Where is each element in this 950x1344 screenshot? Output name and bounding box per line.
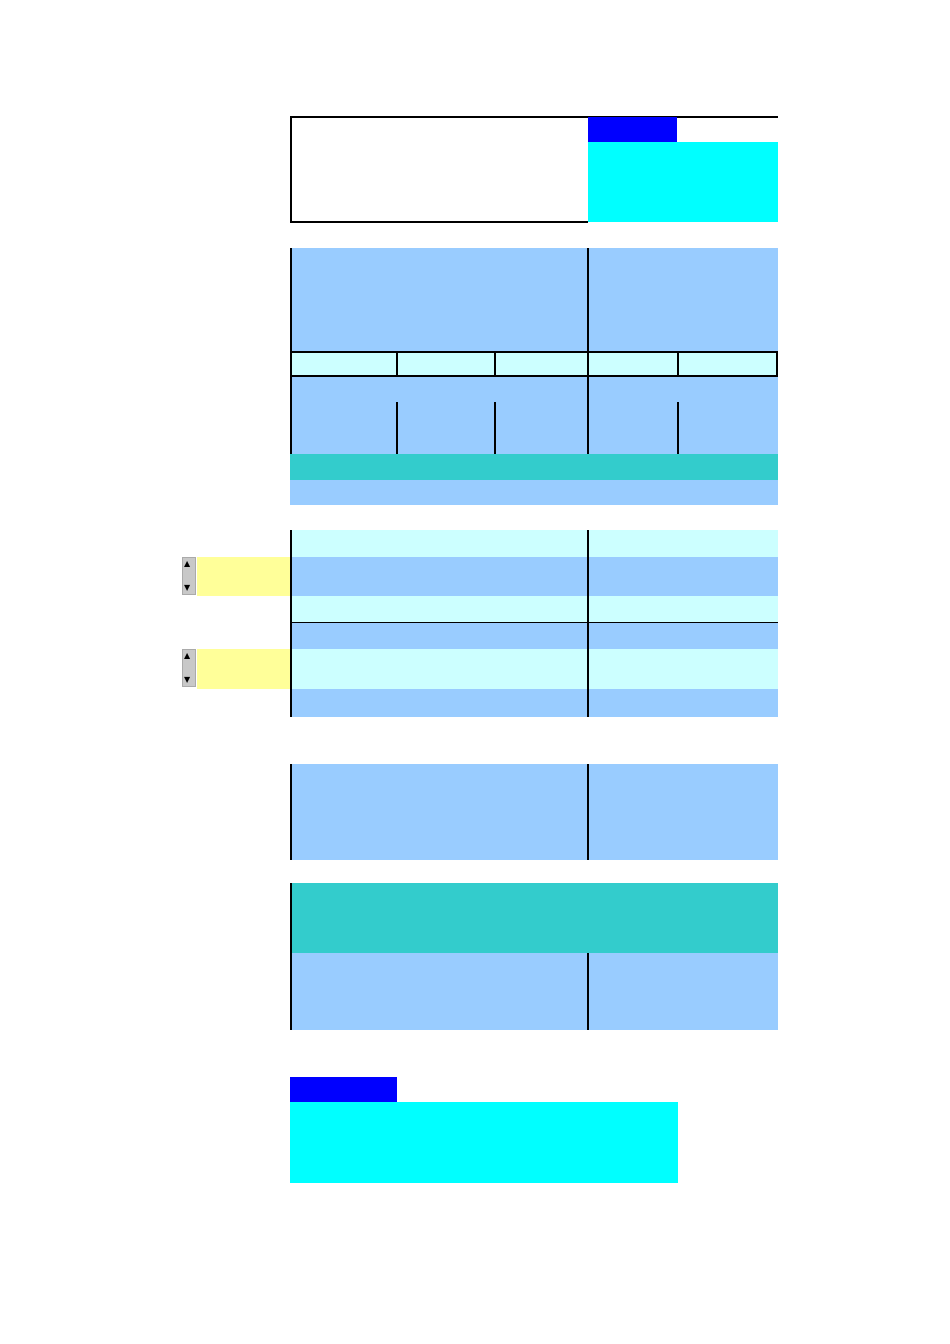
elasticity-box [290,351,778,377]
cut-count-bg [290,557,778,596]
col-separator [587,530,589,717]
network-teal-bg [290,883,778,953]
cut-spinner[interactable] [182,557,196,595]
top-table-border-top [290,116,778,118]
raise-spinner[interactable] [182,649,196,687]
col-separator [396,402,398,454]
col-separator [677,402,679,454]
raise-count-bg [290,649,778,689]
elasticity-sep [396,351,398,377]
col-separator [290,883,292,1030]
network-blue-bg [290,953,778,1030]
elasticity-sep [494,351,496,377]
elasticity-sep [677,351,679,377]
profit-bg [290,480,778,505]
top-table-border-bottom [290,221,588,223]
col-separator [290,764,292,860]
elasticity-sep [587,351,589,377]
raise-input[interactable] [197,649,290,689]
col-separator [587,953,589,1030]
pricing-header [588,117,677,142]
profit-rate-bg [290,454,778,480]
ad-header [290,1077,397,1102]
raise-result-bg [290,689,778,717]
pricing-input-area [588,142,778,222]
col-separator [290,530,292,717]
raise-ratio-bg [290,622,778,649]
improve-bg [290,764,778,860]
cut-input[interactable] [197,557,290,596]
row-separator [290,622,778,623]
col-separator [587,764,589,860]
ad-input-area [290,1102,678,1183]
col-separator [494,402,496,454]
top-table-border-left [290,116,292,222]
cut-ratio-bg [290,530,778,557]
cut-result-bg [290,596,778,622]
